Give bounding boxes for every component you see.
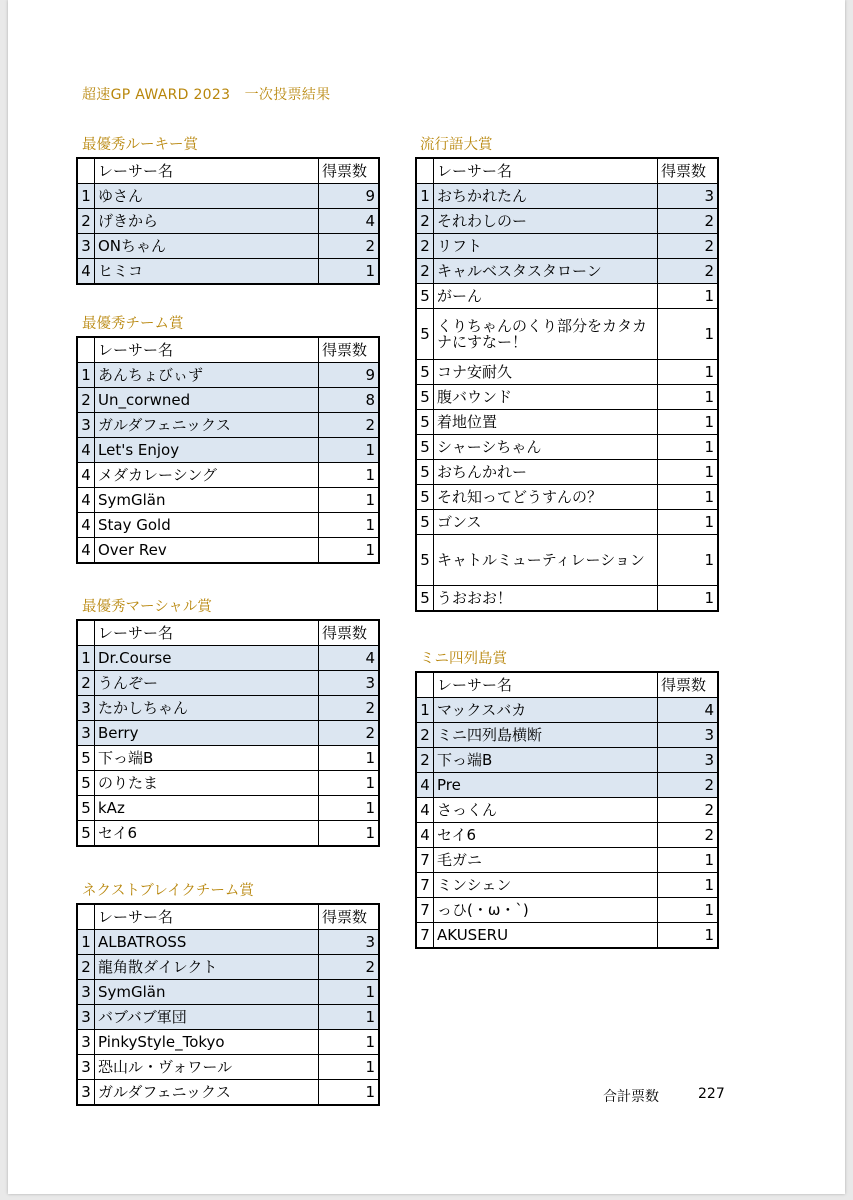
table-row bbox=[416, 848, 718, 873]
rank-cell: 2 bbox=[416, 748, 434, 773]
racer-name-cell: ALBATROSS bbox=[95, 930, 319, 955]
table-rookie bbox=[76, 157, 380, 285]
rank-cell: 5 bbox=[416, 360, 434, 385]
table-header-row bbox=[77, 904, 379, 930]
table-row bbox=[77, 538, 379, 564]
rank-cell: 4 bbox=[77, 513, 95, 538]
rank-cell: 5 bbox=[416, 385, 434, 410]
table-row bbox=[77, 463, 379, 488]
section-title-rookie: 最優秀ルーキー賞 bbox=[82, 137, 198, 153]
racer-name-cell: うんぞー bbox=[95, 671, 319, 696]
vote-count-cell: 9 bbox=[319, 184, 380, 209]
rank-cell: 7 bbox=[416, 848, 434, 873]
vote-count-cell: 1 bbox=[658, 510, 719, 535]
table-row bbox=[77, 438, 379, 463]
racer-name-cell: Stay Gold bbox=[95, 513, 319, 538]
rank-cell: 1 bbox=[77, 184, 95, 209]
vote-count-cell: 2 bbox=[658, 209, 719, 234]
header-votes-cell: 得票数 bbox=[658, 672, 719, 698]
table-row bbox=[77, 771, 379, 796]
table-row bbox=[77, 388, 379, 413]
racer-name-cell: ミンシェン bbox=[434, 873, 658, 898]
racer-name-cell: ヒミコ bbox=[95, 259, 319, 285]
racer-name-cell: 恐山ル・ヴォワール bbox=[95, 1055, 319, 1080]
rank-cell: 7 bbox=[416, 873, 434, 898]
section-title-marshal: 最優秀マーシャル賞 bbox=[82, 599, 212, 615]
vote-count-cell: 1 bbox=[658, 873, 719, 898]
total-votes-label: 合計票数 bbox=[603, 1089, 659, 1105]
rank-cell: 1 bbox=[77, 930, 95, 955]
header-votes-cell: 得票数 bbox=[319, 158, 380, 184]
table-header-row bbox=[77, 620, 379, 646]
vote-count-cell: 1 bbox=[319, 513, 380, 538]
vote-count-cell: 3 bbox=[319, 930, 380, 955]
rank-cell: 2 bbox=[416, 209, 434, 234]
racer-name-cell: メダカレーシング bbox=[95, 463, 319, 488]
racer-name-cell: ONちゃん bbox=[95, 234, 319, 259]
racer-name-cell: くりちゃんのくり部分をカタカナにすなー！ bbox=[434, 309, 658, 360]
header-rank-cell bbox=[77, 158, 95, 184]
racer-name-cell: ガルダフェニックス bbox=[95, 413, 319, 438]
table-row bbox=[77, 980, 379, 1005]
header-votes-cell: 得票数 bbox=[658, 158, 719, 184]
racer-name-cell: ガルダフェニックス bbox=[95, 1080, 319, 1106]
racer-name-cell: セイ6 bbox=[95, 821, 319, 847]
table-row bbox=[77, 234, 379, 259]
vote-count-cell: 4 bbox=[319, 209, 380, 234]
vote-count-cell: 2 bbox=[658, 259, 719, 284]
rank-cell: 2 bbox=[77, 671, 95, 696]
racer-name-cell: ゆさん bbox=[95, 184, 319, 209]
rank-cell: 3 bbox=[77, 1080, 95, 1106]
rank-cell: 5 bbox=[77, 746, 95, 771]
rank-cell: 5 bbox=[416, 485, 434, 510]
rank-cell: 4 bbox=[77, 488, 95, 513]
racer-name-cell: それ知ってどうすんの？ bbox=[434, 485, 658, 510]
vote-count-cell: 1 bbox=[319, 538, 380, 564]
table-buzzword bbox=[415, 157, 719, 612]
vote-count-cell: 1 bbox=[658, 410, 719, 435]
vote-count-cell: 2 bbox=[658, 798, 719, 823]
racer-name-cell: おちんかれー bbox=[434, 460, 658, 485]
table-header-row bbox=[77, 158, 379, 184]
section-title-mini4-archipelago: ミニ四列島賞 bbox=[420, 651, 507, 667]
vote-count-cell: 3 bbox=[658, 723, 719, 748]
vote-count-cell: 3 bbox=[658, 748, 719, 773]
header-name-cell: レーサー名 bbox=[434, 158, 658, 184]
vote-count-cell: 1 bbox=[658, 385, 719, 410]
table-row bbox=[416, 209, 718, 234]
rank-cell: 5 bbox=[77, 821, 95, 847]
rank-cell: 3 bbox=[77, 721, 95, 746]
vote-count-cell: 2 bbox=[658, 234, 719, 259]
vote-count-cell: 1 bbox=[319, 488, 380, 513]
rank-cell: 2 bbox=[77, 388, 95, 413]
header-name-cell: レーサー名 bbox=[95, 158, 319, 184]
header-name-cell: レーサー名 bbox=[95, 337, 319, 363]
table-row bbox=[416, 510, 718, 535]
racer-name-cell: Over Rev bbox=[95, 538, 319, 564]
rank-cell: 1 bbox=[77, 646, 95, 671]
rank-cell: 5 bbox=[77, 796, 95, 821]
rank-cell: 3 bbox=[77, 696, 95, 721]
vote-count-cell: 1 bbox=[319, 1080, 380, 1106]
racer-name-cell: 着地位置 bbox=[434, 410, 658, 435]
rank-cell: 4 bbox=[77, 438, 95, 463]
vote-count-cell: 2 bbox=[319, 696, 380, 721]
racer-name-cell: AKUSERU bbox=[434, 923, 658, 949]
vote-count-cell: 1 bbox=[319, 1030, 380, 1055]
table-row bbox=[416, 435, 718, 460]
vote-count-cell: 1 bbox=[319, 980, 380, 1005]
table-row bbox=[77, 796, 379, 821]
rank-cell: 3 bbox=[77, 413, 95, 438]
document-title: 超速GP AWARD 2023 一次投票結果 bbox=[82, 87, 331, 103]
table-row bbox=[416, 360, 718, 385]
table-row bbox=[77, 671, 379, 696]
racer-name-cell: リフト bbox=[434, 234, 658, 259]
racer-name-cell: PinkyStyle_Tokyo bbox=[95, 1030, 319, 1055]
rank-cell: 4 bbox=[77, 538, 95, 564]
table-row bbox=[77, 955, 379, 980]
vote-count-cell: 2 bbox=[319, 413, 380, 438]
vote-count-cell: 8 bbox=[319, 388, 380, 413]
rank-cell: 2 bbox=[77, 209, 95, 234]
vote-count-cell: 1 bbox=[658, 360, 719, 385]
rank-cell: 5 bbox=[416, 309, 434, 360]
vote-count-cell: 1 bbox=[658, 848, 719, 873]
table-row bbox=[416, 723, 718, 748]
rank-cell: 4 bbox=[77, 259, 95, 285]
section-title-next-break: ネクストブレイクチーム賞 bbox=[82, 883, 254, 899]
vote-count-cell: 1 bbox=[658, 586, 719, 612]
vote-count-cell: 1 bbox=[319, 463, 380, 488]
table-header-row bbox=[416, 672, 718, 698]
racer-name-cell: 龍角散ダイレクト bbox=[95, 955, 319, 980]
rank-cell: 3 bbox=[77, 234, 95, 259]
header-rank-cell bbox=[416, 158, 434, 184]
vote-count-cell: 1 bbox=[319, 438, 380, 463]
table-row bbox=[77, 209, 379, 234]
racer-name-cell: 毛ガニ bbox=[434, 848, 658, 873]
racer-name-cell: SymGlän bbox=[95, 488, 319, 513]
table-team bbox=[76, 336, 380, 564]
racer-name-cell: がーん bbox=[434, 284, 658, 309]
table-row bbox=[77, 1030, 379, 1055]
table-row bbox=[416, 773, 718, 798]
header-votes-cell: 得票数 bbox=[319, 620, 380, 646]
header-rank-cell bbox=[77, 904, 95, 930]
racer-name-cell: のりたま bbox=[95, 771, 319, 796]
racer-name-cell: うおおお！ bbox=[434, 586, 658, 612]
rank-cell: 5 bbox=[416, 460, 434, 485]
table-row bbox=[77, 1005, 379, 1030]
racer-name-cell: おちかれたん bbox=[434, 184, 658, 209]
header-rank-cell bbox=[77, 620, 95, 646]
vote-count-cell: 4 bbox=[319, 646, 380, 671]
vote-count-cell: 1 bbox=[658, 460, 719, 485]
table-row bbox=[416, 309, 718, 360]
vote-count-cell: 1 bbox=[658, 898, 719, 923]
vote-count-cell: 4 bbox=[658, 698, 719, 723]
table-row bbox=[77, 184, 379, 209]
table-header-row bbox=[77, 337, 379, 363]
header-name-cell: レーサー名 bbox=[95, 620, 319, 646]
racer-name-cell: Let's Enjoy bbox=[95, 438, 319, 463]
racer-name-cell: あんちょびぃず bbox=[95, 363, 319, 388]
racer-name-cell: ミニ四列島横断 bbox=[434, 723, 658, 748]
rank-cell: 4 bbox=[416, 773, 434, 798]
rank-cell: 5 bbox=[77, 771, 95, 796]
racer-name-cell: たかしちゃん bbox=[95, 696, 319, 721]
header-rank-cell bbox=[416, 672, 434, 698]
header-votes-cell: 得票数 bbox=[319, 904, 380, 930]
racer-name-cell: バブバブ軍団 bbox=[95, 1005, 319, 1030]
racer-name-cell: ゴンス bbox=[434, 510, 658, 535]
racer-name-cell: さっくん bbox=[434, 798, 658, 823]
rank-cell: 7 bbox=[416, 923, 434, 949]
table-row bbox=[77, 821, 379, 847]
vote-count-cell: 1 bbox=[319, 746, 380, 771]
vote-count-cell: 2 bbox=[319, 955, 380, 980]
vote-count-cell: 1 bbox=[658, 284, 719, 309]
table-row bbox=[77, 746, 379, 771]
racer-name-cell: それわしのー bbox=[434, 209, 658, 234]
vote-count-cell: 1 bbox=[319, 1005, 380, 1030]
header-rank-cell bbox=[77, 337, 95, 363]
table-row bbox=[416, 410, 718, 435]
racer-name-cell: セイ6 bbox=[434, 823, 658, 848]
rank-cell: 5 bbox=[416, 435, 434, 460]
rank-cell: 1 bbox=[416, 698, 434, 723]
rank-cell: 4 bbox=[416, 798, 434, 823]
document-page bbox=[8, 0, 845, 1194]
table-row bbox=[77, 513, 379, 538]
vote-count-cell: 1 bbox=[658, 923, 719, 949]
rank-cell: 2 bbox=[416, 234, 434, 259]
table-row bbox=[416, 823, 718, 848]
vote-count-cell: 1 bbox=[658, 309, 719, 360]
table-row bbox=[416, 284, 718, 309]
rank-cell: 4 bbox=[77, 463, 95, 488]
table-row bbox=[416, 586, 718, 612]
racer-name-cell: キャルベスタスタローン bbox=[434, 259, 658, 284]
rank-cell: 2 bbox=[416, 259, 434, 284]
racer-name-cell: キャトルミューティレーション bbox=[434, 535, 658, 586]
table-row bbox=[77, 1080, 379, 1106]
rank-cell: 2 bbox=[416, 723, 434, 748]
racer-name-cell: っひ(・ω・`) bbox=[434, 898, 658, 923]
rank-cell: 3 bbox=[77, 1055, 95, 1080]
header-votes-cell: 得票数 bbox=[319, 337, 380, 363]
vote-count-cell: 9 bbox=[319, 363, 380, 388]
vote-count-cell: 3 bbox=[658, 184, 719, 209]
vote-count-cell: 1 bbox=[319, 821, 380, 847]
table-row bbox=[416, 259, 718, 284]
rank-cell: 3 bbox=[77, 980, 95, 1005]
rank-cell: 2 bbox=[77, 955, 95, 980]
racer-name-cell: kAz bbox=[95, 796, 319, 821]
racer-name-cell: コナ安耐久 bbox=[434, 360, 658, 385]
vote-count-cell: 2 bbox=[658, 773, 719, 798]
table-row bbox=[77, 646, 379, 671]
table-row bbox=[77, 930, 379, 955]
table-row bbox=[77, 259, 379, 285]
racer-name-cell: マックスバカ bbox=[434, 698, 658, 723]
racer-name-cell: シャーシちゃん bbox=[434, 435, 658, 460]
table-row bbox=[77, 1055, 379, 1080]
rank-cell: 5 bbox=[416, 510, 434, 535]
rank-cell: 7 bbox=[416, 898, 434, 923]
rank-cell: 5 bbox=[416, 535, 434, 586]
racer-name-cell: Un_corwned bbox=[95, 388, 319, 413]
header-name-cell: レーサー名 bbox=[95, 904, 319, 930]
vote-count-cell: 1 bbox=[658, 435, 719, 460]
table-row bbox=[416, 234, 718, 259]
vote-count-cell: 1 bbox=[658, 485, 719, 510]
table-row bbox=[416, 184, 718, 209]
racer-name-cell: Pre bbox=[434, 773, 658, 798]
racer-name-cell: 下っ端B bbox=[434, 748, 658, 773]
table-row bbox=[416, 698, 718, 723]
table-mini4-archipelago bbox=[415, 671, 719, 949]
racer-name-cell: Dr.Course bbox=[95, 646, 319, 671]
table-row bbox=[416, 798, 718, 823]
vote-count-cell: 1 bbox=[658, 535, 719, 586]
vote-count-cell: 1 bbox=[319, 771, 380, 796]
vote-count-cell: 2 bbox=[658, 823, 719, 848]
table-row bbox=[416, 385, 718, 410]
table-row bbox=[416, 535, 718, 586]
vote-count-cell: 2 bbox=[319, 234, 380, 259]
table-row bbox=[416, 873, 718, 898]
table-row bbox=[77, 363, 379, 388]
table-row bbox=[416, 748, 718, 773]
vote-count-cell: 1 bbox=[319, 259, 380, 285]
table-row bbox=[416, 460, 718, 485]
rank-cell: 1 bbox=[77, 363, 95, 388]
rank-cell: 5 bbox=[416, 586, 434, 612]
rank-cell: 3 bbox=[77, 1005, 95, 1030]
racer-name-cell: 下っ端B bbox=[95, 746, 319, 771]
racer-name-cell: SymGlän bbox=[95, 980, 319, 1005]
table-row bbox=[77, 696, 379, 721]
table-row bbox=[416, 898, 718, 923]
table-row bbox=[77, 413, 379, 438]
vote-count-cell: 2 bbox=[319, 721, 380, 746]
rank-cell: 3 bbox=[77, 1030, 95, 1055]
rank-cell: 1 bbox=[416, 184, 434, 209]
total-votes-value: 227 bbox=[698, 1086, 725, 1102]
table-header-row bbox=[416, 158, 718, 184]
table-row bbox=[416, 485, 718, 510]
rank-cell: 4 bbox=[416, 823, 434, 848]
racer-name-cell: げきから bbox=[95, 209, 319, 234]
racer-name-cell: 腹バウンド bbox=[434, 385, 658, 410]
header-name-cell: レーサー名 bbox=[434, 672, 658, 698]
table-marshal bbox=[76, 619, 380, 847]
table-row bbox=[77, 488, 379, 513]
rank-cell: 5 bbox=[416, 284, 434, 309]
section-title-team: 最優秀チーム賞 bbox=[82, 316, 184, 332]
section-title-buzzword: 流行語大賞 bbox=[420, 137, 493, 153]
rank-cell: 5 bbox=[416, 410, 434, 435]
vote-count-cell: 3 bbox=[319, 671, 380, 696]
vote-count-cell: 1 bbox=[319, 796, 380, 821]
vote-count-cell: 1 bbox=[319, 1055, 380, 1080]
table-row bbox=[77, 721, 379, 746]
table-row bbox=[416, 923, 718, 949]
table-next-break bbox=[76, 903, 380, 1106]
racer-name-cell: Berry bbox=[95, 721, 319, 746]
